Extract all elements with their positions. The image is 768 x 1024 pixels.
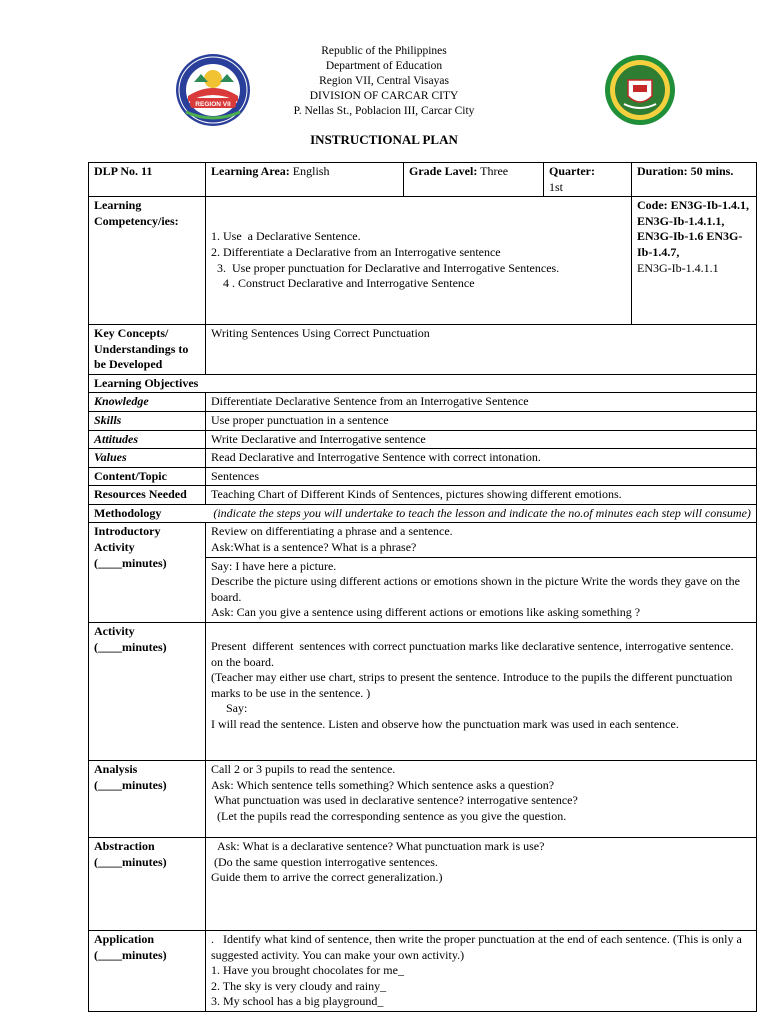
analysis-line: (Let the pupils read the corresponding sentence as you give the question.	[211, 808, 567, 823]
abstraction-line: Ask: What is a declarative sentence? What punctuation mark is use?	[211, 839, 545, 854]
header-line: P. Nellas St., Poblacion III, Carcar City	[293, 105, 475, 117]
key-concepts-label: Key Concepts/ Understandings to be Developed	[89, 324, 206, 374]
attitudes-row	[89, 430, 757, 449]
methodology-row	[89, 504, 757, 523]
quarter-label: Quarter:	[549, 164, 595, 178]
application-row	[89, 931, 757, 1012]
values-label: Values	[89, 449, 206, 468]
introductory-line: Review on differentiating a phrase and a sentence.	[211, 524, 453, 539]
resources-row	[89, 486, 757, 505]
content-row	[89, 467, 757, 486]
knowledge-row	[89, 393, 757, 412]
skills-value: Use proper punctuation in a sentence	[206, 411, 757, 430]
document-title: INSTRUCTIONAL PLAN	[310, 132, 458, 147]
analysis-line: Call 2 or 3 pupils to read the sentence.	[211, 762, 396, 777]
content-label: Content/Topic	[89, 467, 206, 486]
abstraction-label-cell	[89, 838, 206, 931]
application-line: 1. Have you brought chocolates for me_	[211, 963, 404, 978]
activity-label: Activity	[94, 624, 135, 639]
application-line: 3. My school has a big playground_	[211, 994, 384, 1009]
code-cell	[632, 197, 757, 325]
header-line: Region VII, Central Visayas	[319, 75, 449, 87]
dlp-number: DLP No. 11	[89, 163, 206, 197]
introductory-minutes: (____minutes)	[94, 555, 167, 570]
introductory-label-cell	[89, 523, 206, 623]
analysis-line: Ask: Which sentence tells something? Which sentence asks a question?	[211, 777, 555, 792]
plan-header-row	[89, 163, 757, 197]
grade-cell	[404, 163, 544, 197]
key-concepts-value: Writing Sentences Using Correct Punctuation	[206, 324, 757, 374]
application-label-cell	[89, 931, 206, 1012]
introductory-row-a	[89, 523, 757, 557]
activity-minutes: (____minutes)	[94, 639, 167, 654]
header-line: DIVISION OF CARCAR CITY	[309, 90, 459, 102]
methodology-cell	[89, 504, 757, 523]
application-content	[206, 931, 757, 1012]
competency-item: 2. Differentiate a Declarative from an Interrogative sentence	[211, 244, 501, 259]
quarter-cell	[544, 163, 632, 197]
abstraction-row	[89, 838, 757, 931]
application-line: 2. The sky is very cloudy and rainy_	[211, 978, 387, 993]
introductory-line: Ask: Can you give a sentence using different actions or emotions like asking something ?	[211, 605, 641, 620]
quarter-value: 1st	[549, 179, 564, 194]
header-line: Department of Education	[325, 60, 443, 72]
header-line: Republic of the Philippines	[321, 45, 447, 57]
learning-area-label: Learning Area:	[211, 164, 290, 178]
abstraction-label: Abstraction	[94, 839, 155, 854]
abstraction-content	[206, 838, 757, 931]
values-value: Read Declarative and Interrogative Sentence with correct intonation.	[206, 449, 757, 468]
key-concepts-row	[89, 324, 757, 374]
analysis-minutes: (____minutes)	[94, 777, 167, 792]
introductory-review	[206, 523, 757, 557]
competency-row	[89, 197, 757, 325]
deped-region-seal-icon	[174, 52, 252, 128]
introductory-line: Ask:What is a sentence? What is a phrase?	[211, 540, 417, 555]
learning-area-cell	[206, 163, 404, 197]
application-line: . Identify what kind of sentence, then write the proper punctuation at the end of each sentence. (This is only a suggested activity. You can make your own activity.)	[211, 932, 745, 962]
activity-line: (Teacher may either use chart, strips to present the sentence. Introduce to the pupils the different punctuation marks to be use in the sentence. )	[211, 670, 736, 700]
competency-item: 3. Use proper punctuation for Declarative and Interrogative Sentences.	[211, 260, 560, 275]
analysis-row	[89, 761, 757, 838]
abstraction-minutes: (____minutes)	[94, 854, 167, 869]
introductory-label: Introductory Activity	[94, 524, 161, 555]
methodology-note: (indicate the steps you will undertake to teach the lesson and indicate the no.of minutes each step will consume)	[213, 505, 751, 520]
abstraction-line: (Do the same question interrogative sentences.	[211, 854, 438, 869]
seal-ribbon-text: REGION VII	[195, 101, 231, 108]
analysis-line: What punctuation was used in declarative sentence? interrogative sentence?	[211, 793, 578, 808]
analysis-content	[206, 761, 757, 838]
resources-value: Teaching Chart of Different Kinds of Sentences, pictures showing different emotions.	[206, 486, 757, 505]
application-minutes: (____minutes)	[94, 947, 167, 962]
competency-item: 4 . Construct Declarative and Interrogative Sentence	[211, 276, 475, 291]
content-value: Sentences	[206, 467, 757, 486]
grade-label: Grade Lavel:	[409, 164, 478, 178]
instructional-plan-table	[88, 162, 757, 1012]
abstraction-line: Guide them to arrive the correct generalization.)	[211, 870, 443, 885]
introductory-line: Describe the picture using different actions or emotions shown in the picture Write the words they gave on the board.	[211, 574, 740, 604]
code-text: Code: EN3G-Ib-1.4.1, EN3G-Ib-1.4.1.1, EN3G-Ib-1.6 EN3G-Ib-1.4.7,	[637, 198, 750, 259]
activity-line: Say:	[211, 701, 248, 716]
skills-row	[89, 411, 757, 430]
skills-label: Skills	[89, 411, 206, 430]
activity-content	[206, 623, 757, 761]
objectives-label: Learning Objectives	[89, 374, 757, 393]
competency-label: Learning Competency/ies:	[89, 197, 206, 325]
knowledge-value: Differentiate Declarative Sentence from an Interrogative Sentence	[206, 393, 757, 412]
division-seal-icon	[604, 54, 676, 126]
code-extra: EN3G-Ib-1.4.1.1	[637, 260, 719, 275]
activity-line: Present different sentences with correct punctuation marks like declarative sentence, interrogative sentence. on the board.	[211, 639, 743, 669]
duration: Duration: 50 mins.	[632, 163, 757, 197]
introductory-line: Say: I have here a picture.	[211, 558, 337, 573]
competency-item: 1. Use a Declarative Sentence.	[211, 229, 361, 244]
application-label: Application	[94, 932, 155, 947]
activity-line: I will read the sentence. Listen and observe how the punctuation mark was used in each sentence.	[211, 717, 679, 731]
analysis-label: Analysis	[94, 762, 138, 777]
introductory-picture	[206, 557, 757, 622]
attitudes-value: Write Declarative and Interrogative sentence	[206, 430, 757, 449]
activity-label-cell	[89, 623, 206, 761]
values-row	[89, 449, 757, 468]
knowledge-label: Knowledge	[89, 393, 206, 412]
learning-area-value: English	[292, 164, 330, 178]
methodology-label: Methodology	[94, 505, 162, 520]
objectives-row	[89, 374, 757, 393]
grade-value: Three	[480, 164, 509, 178]
activity-row	[89, 623, 757, 761]
analysis-label-cell	[89, 761, 206, 838]
attitudes-label: Attitudes	[89, 430, 206, 449]
resources-label: Resources Needed	[89, 486, 206, 505]
competency-list	[206, 197, 632, 325]
